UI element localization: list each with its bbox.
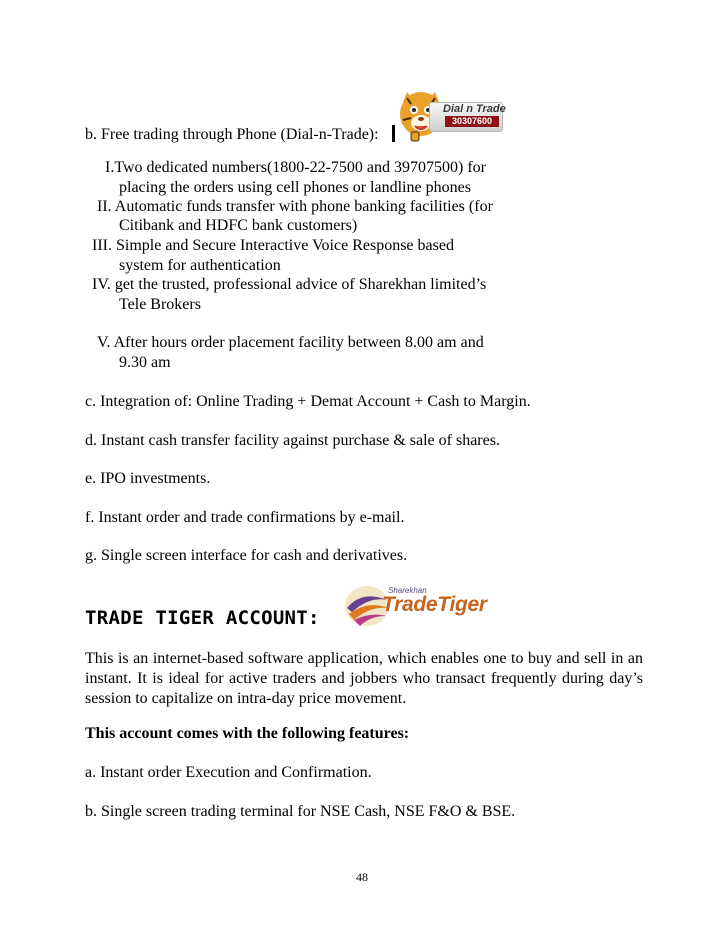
list-item-5-line1: V. After hours order placement facility between 8.00 am and [97,334,484,351]
feature-f: f. Instant order and trade confirmations by e-mail. [85,509,405,526]
trade-tiger-description: This is an internet-based software application, which enables one to buy and sell in an instant. It is ideal for active traders and jobbers who transact frequently during day’s session to capitalize on intra-day price movement. [85,650,643,707]
trade-tiger-feature-b: b. Single screen trading terminal for NSE Cash, NSE F&O & BSE. [85,803,516,820]
list-item-4-line2: Tele Brokers [119,296,201,313]
feature-c: c. Integration of: Online Trading + Demat Account + Cash to Margin. [85,393,531,410]
list-item-2-line1: II. Automatic funds transfer with phone banking facilities (for [97,198,493,215]
list-item-3-line1: III. Simple and Secure Interactive Voice Response based [92,237,454,254]
trade-tiger-heading: TRADE TIGER ACCOUNT: [85,607,320,629]
list-item-1-line1: I.Two dedicated numbers(1800-22-7500 and 39707500) for [105,159,487,176]
trade-tiger-logo [342,580,487,632]
list-item-4-line1: IV. get the trusted, professional advice of Sharekhan limited’s [92,276,487,293]
feature-g: g. Single screen interface for cash and derivatives. [85,547,408,564]
feature-e: e. IPO investments. [85,470,211,487]
trade-tiger-wordmark: TradeTiger [382,593,487,616]
page-number: 48 [356,870,368,884]
trade-tiger-feature-a: a. Instant order Execution and Confirmation. [85,764,372,781]
dial-n-trade-name: Dial n Trade [443,103,506,115]
list-item-3-line2: system for authentication [119,257,281,274]
list-item-5-line2: 9.30 am [119,354,171,371]
dial-n-trade-logo [397,88,507,142]
feature-d: d. Instant cash transfer facility against purchase & sale of shares. [85,432,500,449]
features-heading: This account comes with the following features: [85,725,410,742]
dial-n-trade-number: 30307600 [445,116,499,127]
trade-tiger-brand: Sharekhan [388,586,427,595]
list-item-2-line2: Citibank and HDFC bank customers) [119,217,358,234]
section-b-heading: b. Free trading through Phone (Dial-n-Trade): [85,126,379,143]
list-item-1-line2: placing the orders using cell phones or landline phones [119,179,471,196]
text-cursor [392,125,395,142]
